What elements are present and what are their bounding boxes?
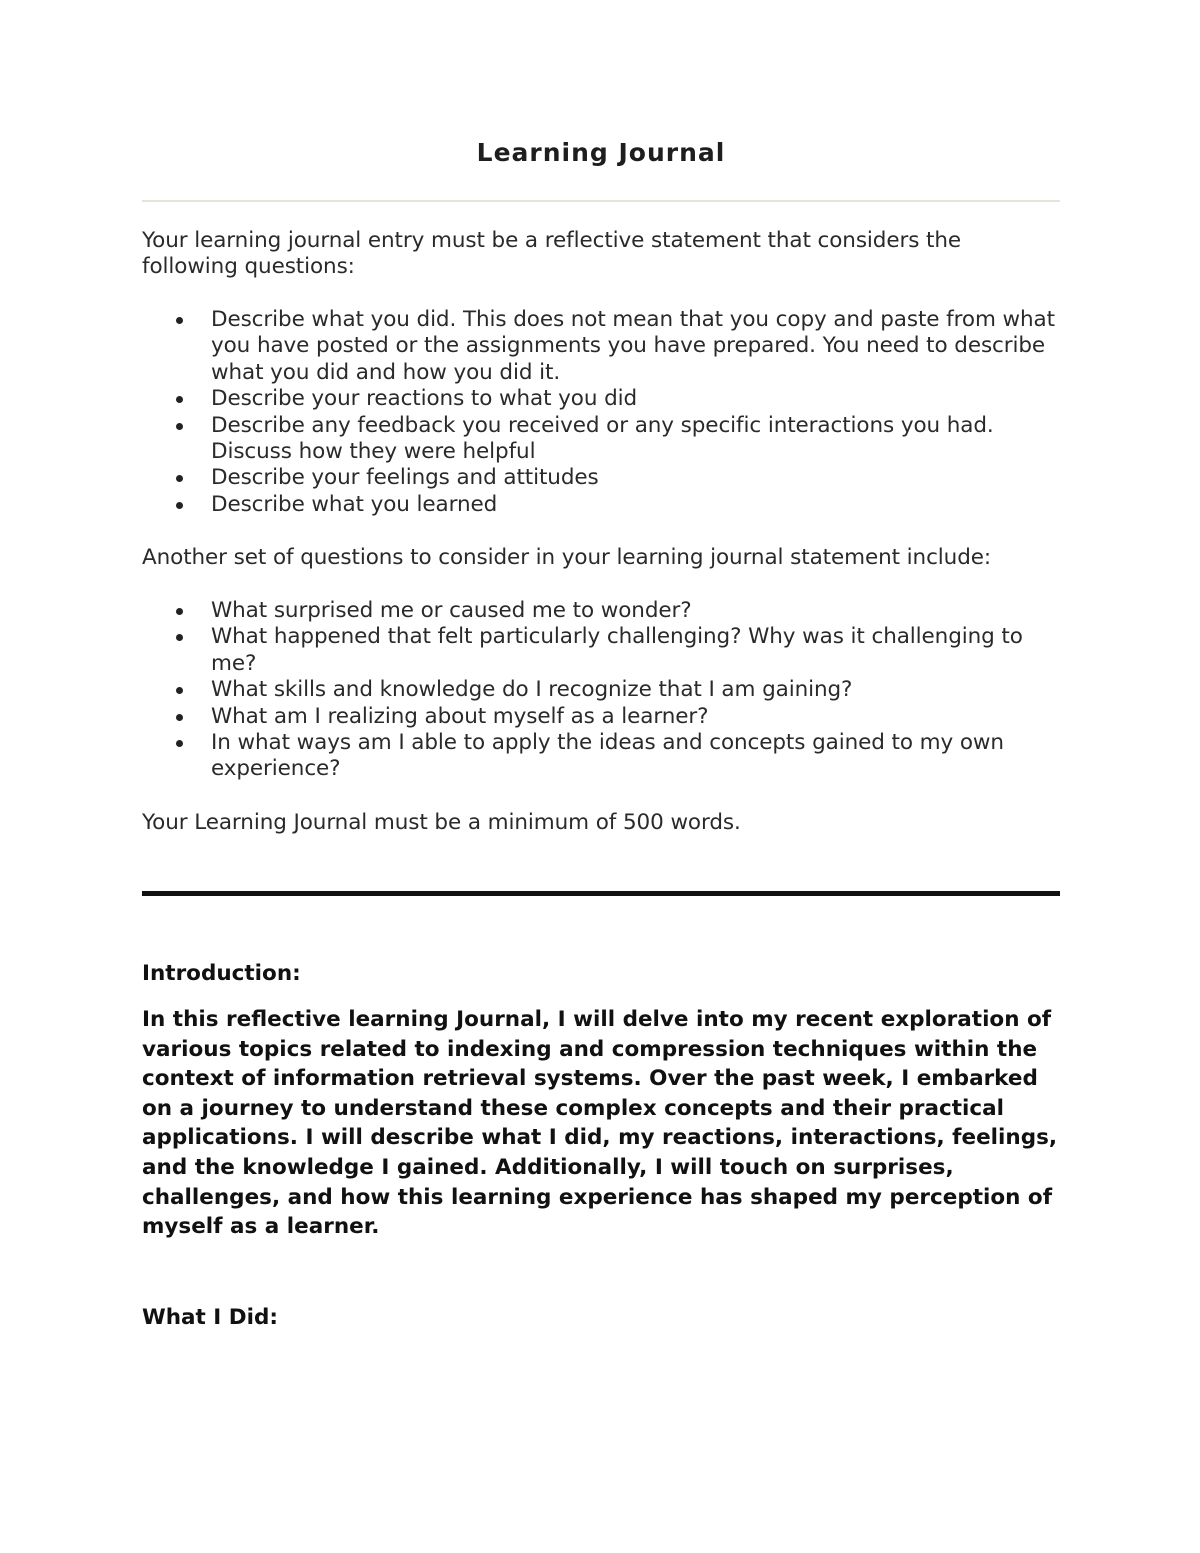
list-item: In what ways am I able to apply the ideas and concepts gained to my own experience? xyxy=(142,730,1060,783)
question-list-2 xyxy=(142,598,1060,783)
page-title: Learning Journal xyxy=(476,138,726,167)
minimum-words-text: Your Learning Journal must be a minimum of 500 words. xyxy=(142,810,741,835)
second-set-text: Another set of questions to consider in your learning journal statement include: xyxy=(142,545,992,570)
introduction-heading: Introduction: xyxy=(142,961,301,986)
bullet-icon xyxy=(176,502,183,509)
list-item: Describe your feelings and attitudes xyxy=(142,465,1060,491)
intro-text: Your learning journal entry must be a reflective statement that considers the following questions: xyxy=(142,228,962,279)
bullet-icon xyxy=(176,634,183,641)
section-divider xyxy=(142,891,1060,896)
bullet-icon xyxy=(176,317,183,324)
list-item: What skills and knowledge do I recognize that I am gaining? xyxy=(142,677,1060,703)
list-item: Describe your reactions to what you did xyxy=(142,386,1060,412)
list-item: What am I realizing about myself as a learner? xyxy=(142,704,1060,730)
list-item: What happened that felt particularly challenging? Why was it challenging to me? xyxy=(142,624,1060,677)
bullet-icon xyxy=(176,608,183,615)
list-item: Describe what you learned xyxy=(142,492,1060,518)
list-item: What surprised me or caused me to wonder? xyxy=(142,598,1060,624)
what-i-did-heading: What I Did: xyxy=(142,1305,278,1330)
bullet-icon xyxy=(176,396,183,403)
list-item: Describe any feedback you received or any specific interactions you had. Discuss how they were helpful xyxy=(142,413,1060,466)
bullet-icon xyxy=(176,714,183,721)
introduction-body: In this reflective learning Journal, I will delve into my recent exploration of various topics related to indexing and compression techniques within the context of information retrieval systems. Over the past week, I embarked on a journey to understand these complex concepts and their practical applications. I will describe what I did, my reactions, interactions, feelings, and the knowledge I gained. Additionally, I will touch on surprises, challenges, and how this learning experience has shaped my perception of myself as a learner. xyxy=(142,1007,1058,1240)
bullet-icon xyxy=(176,475,183,482)
bullet-icon xyxy=(176,740,183,747)
question-list-1 xyxy=(142,307,1060,518)
title-divider xyxy=(142,200,1060,202)
bullet-icon xyxy=(176,423,183,430)
list-item: Describe what you did. This does not mean that you copy and paste from what you have posted or the assignments you have prepared. You need to describe what you did and how you did it. xyxy=(142,307,1060,386)
bullet-icon xyxy=(176,687,183,694)
